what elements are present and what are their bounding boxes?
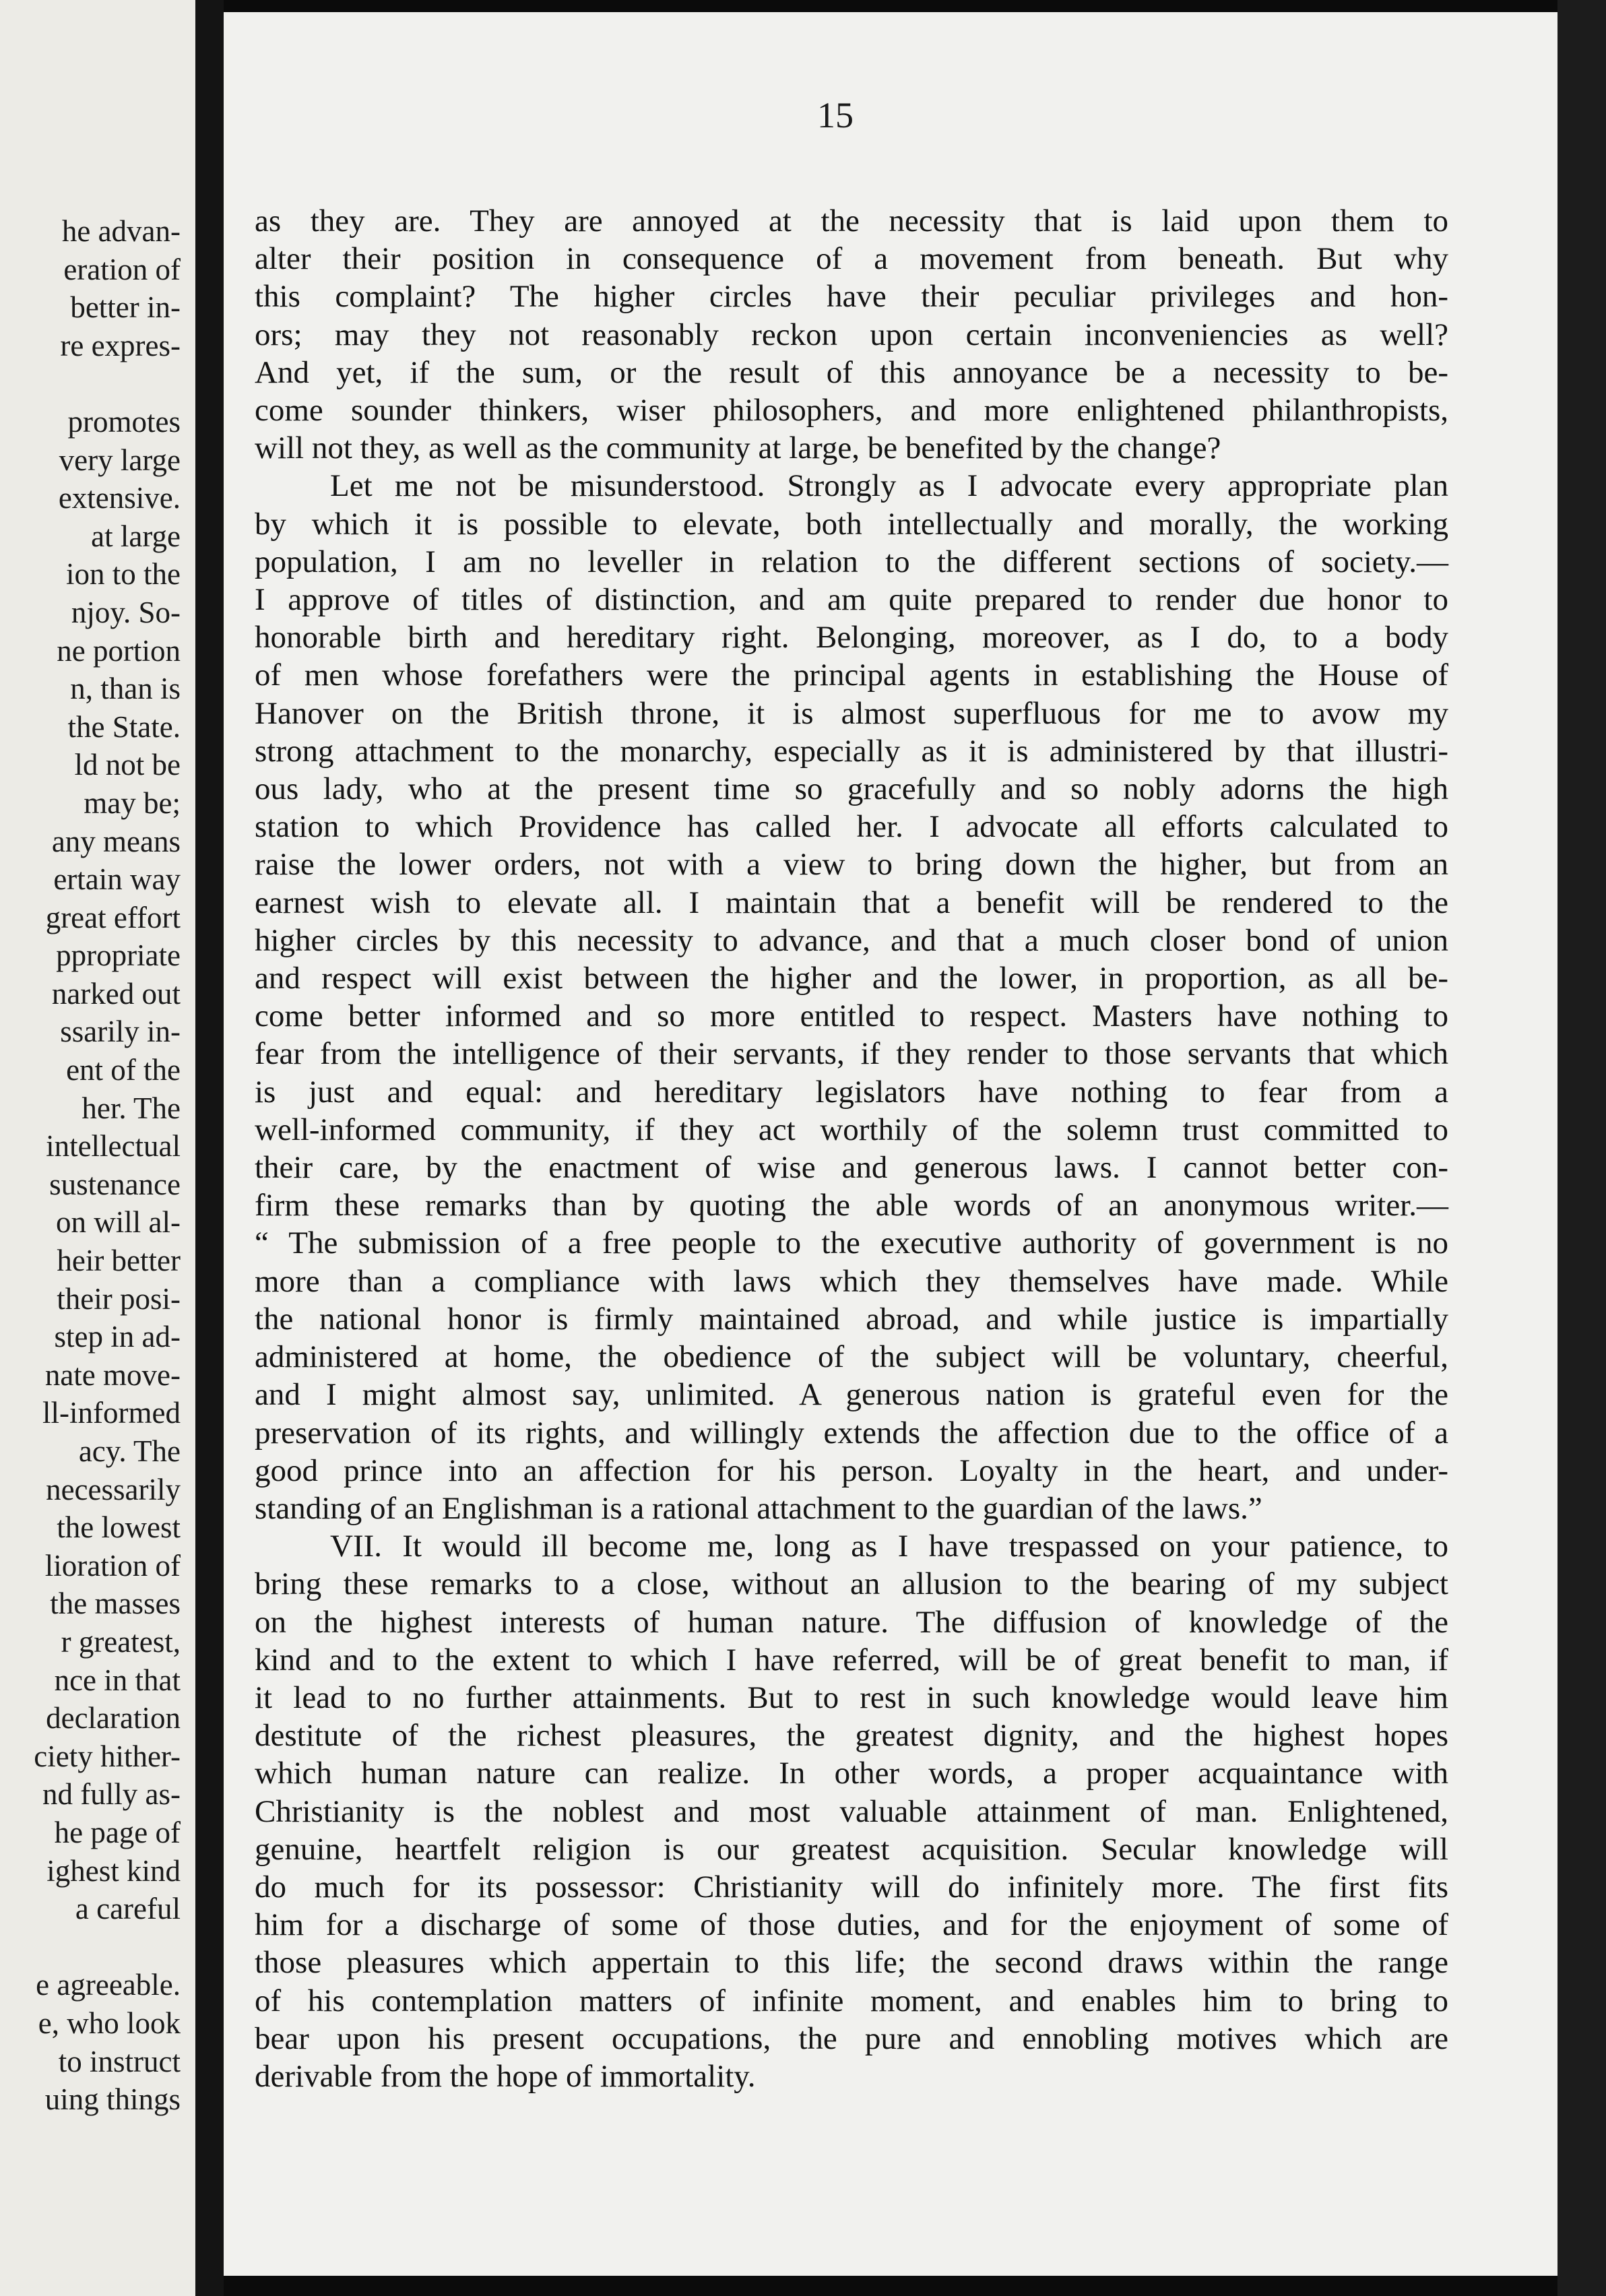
left-page-line: declaration	[46, 1701, 181, 1735]
left-page-line: ne portion	[57, 633, 181, 668]
page-number: 15	[817, 95, 854, 135]
text-line: kind and to the extent to which I have referred, will be of great benefit to man, if	[255, 1642, 1448, 1678]
text-line: which human nature can realize. In other words, a proper acquaintance with	[255, 1756, 1448, 1791]
left-page-line: ppropriate	[56, 938, 181, 973]
left-page-line: ld not be	[74, 748, 181, 782]
text-line: ors; may they not reasonably reckon upon certain inconveniencies as well?	[255, 317, 1448, 352]
left-page-line: the State.	[67, 709, 181, 744]
text-line: is just and equal: and hereditary legislators have nothing to fear from a	[255, 1074, 1448, 1110]
left-page-line: r greatest,	[61, 1624, 181, 1659]
text-line: bear upon his present occupations, the pure and ennobling motives which are	[255, 2020, 1448, 2056]
left-page-line: re expres-	[60, 328, 181, 362]
left-page-line: ent of the	[66, 1053, 181, 1087]
left-page-line: he advan-	[61, 214, 181, 248]
left-page-line	[0, 1928, 181, 1967]
page-edge	[1557, 0, 1606, 2296]
text-line: more than a compliance with laws which they themselves have made. While	[255, 1263, 1448, 1299]
left-page-line: ertain way	[53, 862, 181, 897]
left-page-line: n, than is	[70, 672, 181, 706]
left-page-text	[0, 212, 181, 2119]
text-line: firm these remarks than by quoting the able words of an anonymous writer.—	[255, 1188, 1448, 1223]
left-page-line: njoy. So-	[71, 595, 181, 629]
text-line: Let me not be misunderstood. Strongly as I advocate every appropriate plan	[330, 468, 1448, 504]
text-line: come sounder thinkers, wiser philosophers, and more enlightened philanthropists,	[255, 393, 1448, 428]
text-line: ous lady, who at the present time so gracefully and so nobly adorns the high	[255, 771, 1448, 807]
left-page-line: eration of	[63, 252, 181, 286]
text-line: preservation of its rights, and willingly extends the affection due to the office of a	[255, 1415, 1448, 1450]
text-line: honorable birth and hereditary right. Belonging, moreover, as I do, to a body	[255, 620, 1448, 656]
text-line: raise the lower orders, not with a view to bring down the higher, but from an	[255, 847, 1448, 883]
text-line: come better informed and so more entitled to respect. Masters have nothing to	[255, 998, 1448, 1034]
text-line: him for a discharge of some of those duties, and for the enjoyment of some of	[255, 1907, 1448, 1943]
text-line: by which it is possible to elevate, both intellectually and morally, the working	[255, 506, 1448, 542]
text-line: standing of an Englishman is a rational attachment to the guardian of the laws.”	[255, 1490, 1262, 1526]
left-page-line: may be;	[84, 786, 181, 820]
left-page-line: ighest kind	[46, 1853, 181, 1888]
text-line: genuine, heartfelt religion is our greatest acquisition. Secular knowledge will	[255, 1831, 1448, 1867]
left-page-line: her. The	[82, 1091, 181, 1125]
text-line: destitute of the richest pleasures, the greatest dignity, and the highest hopes	[255, 1718, 1448, 1754]
text-line: derivable from the hope of immortality.	[255, 2058, 756, 2094]
left-page-line: great effort	[45, 900, 181, 934]
left-page-line: ll-informed	[42, 1396, 181, 1430]
left-page-line	[0, 364, 181, 403]
left-page-line: promotes	[67, 404, 181, 439]
left-page-line: intellectual	[46, 1129, 181, 1163]
left-page-line: a careful	[75, 1892, 181, 1926]
left-page-line: step in ad-	[54, 1320, 181, 1354]
left-page-line: the lowest	[57, 1510, 181, 1545]
left-page-line: narked out	[51, 976, 181, 1011]
left-page-line: ion to the	[66, 557, 181, 592]
left-page-line: nd fully as-	[42, 1777, 181, 1812]
left-page-line: nce in that	[54, 1663, 181, 1697]
text-line: good prince into an affection for his person. Loyalty in the heart, and under-	[255, 1453, 1448, 1488]
text-line: alter their position in consequence of a movement from beneath. But why	[255, 241, 1448, 277]
text-line: higher circles by this necessity to advance, and that a much closer bond of union	[255, 922, 1448, 958]
left-page-line: sustenance	[49, 1167, 181, 1201]
text-line: population, I am no leveller in relation to the different sections of society.—	[255, 544, 1448, 579]
text-line: fear from the intelligence of their servants, if they render to those servants that which	[255, 1036, 1448, 1072]
text-line: strong attachment to the monarchy, especially as it is administered by that illustri-	[255, 733, 1448, 769]
text-line: and respect will exist between the higher and the lower, in proportion, as all be-	[255, 961, 1448, 996]
text-line: Christianity is the noblest and most valuable attainment of man. Enlightened,	[255, 1793, 1448, 1829]
left-page-line: heir better	[57, 1244, 181, 1278]
book-gutter	[195, 0, 224, 2296]
left-page-line: the masses	[50, 1587, 181, 1621]
text-line: well-informed community, if they act worthily of the solemn trust committed to	[255, 1112, 1448, 1147]
left-page-line: nate move-	[44, 1358, 181, 1392]
left-page-line: any means	[51, 824, 181, 858]
left-page-line: at large	[91, 519, 181, 553]
text-line: of his contemplation matters of infinite moment, and enables him to bring to	[255, 1983, 1448, 2018]
text-line: bring these remarks to a close, without an allusion to the bearing of my subject	[255, 1566, 1448, 1602]
text-line: those pleasures which appertain to this life; the second draws within the range	[255, 1945, 1448, 1981]
left-page-line: e agreeable.	[36, 1968, 181, 2002]
text-line: as they are. They are annoyed at the necessity that is laid upon them to	[255, 203, 1448, 238]
text-line: will not they, as well as the community at large, be benefited by the change?	[255, 430, 1221, 466]
text-line: the national honor is firmly maintained abroad, and while justice is impartially	[255, 1301, 1448, 1337]
left-page	[0, 0, 195, 2296]
text-line: of men whose forefathers were the principal agents in establishing the House of	[255, 658, 1448, 693]
left-page-line: ssarily in-	[60, 1015, 181, 1049]
left-page-line: acy. The	[78, 1434, 181, 1468]
text-line: VII. It would ill become me, long as I have trespassed on your patience, to	[330, 1529, 1448, 1564]
text-line: “ The submission of a free people to the executive authority of government is no	[255, 1225, 1448, 1261]
left-page-line: lioration of	[44, 1548, 181, 1583]
text-line: their care, by the enactment of wise and generous laws. I cannot better con-	[255, 1150, 1448, 1186]
left-page-line: to instruct	[58, 2044, 181, 2078]
text-line: do much for its possessor: Christianity will do infinitely more. The first fits	[255, 1869, 1448, 1905]
text-line: I approve of titles of distinction, and am quite prepared to render due honor to	[255, 582, 1448, 618]
left-page-line: on will al-	[56, 1205, 181, 1240]
left-page-line: better in-	[70, 290, 181, 325]
text-line: And yet, if the sum, or the result of this annoyance be a necessity to be-	[255, 354, 1448, 390]
left-page-line: very large	[59, 443, 181, 477]
body-text	[255, 202, 1448, 2095]
text-line: station to which Providence has called her. I advocate all efforts calculated to	[255, 809, 1448, 845]
text-line: administered at home, the obedience of the subject will be voluntary, cheerful,	[255, 1339, 1448, 1375]
left-page-line: uing things	[44, 2082, 181, 2117]
text-line: it lead to no further attainments. But to rest in such knowledge would leave him	[255, 1680, 1448, 1715]
left-page-line: e, who look	[38, 2006, 181, 2040]
left-page-line: ciety hither-	[34, 1739, 181, 1773]
text-line: Hanover on the British throne, it is almost superfluous for me to avow my	[255, 695, 1448, 731]
text-line: on the highest interests of human nature. The diffusion of knowledge of the	[255, 1604, 1448, 1640]
left-page-line: extensive.	[58, 481, 181, 515]
text-line: this complaint? The higher circles have their peculiar privileges and hon-	[255, 279, 1448, 315]
left-page-line: their posi-	[57, 1281, 181, 1316]
text-line: earnest wish to elevate all. I maintain that a benefit will be rendered to the	[255, 885, 1448, 920]
text-line: and I might almost say, unlimited. A generous nation is grateful even for the	[255, 1377, 1448, 1413]
left-page-line: necessarily	[46, 1472, 181, 1506]
left-page-line: he page of	[54, 1815, 181, 1849]
